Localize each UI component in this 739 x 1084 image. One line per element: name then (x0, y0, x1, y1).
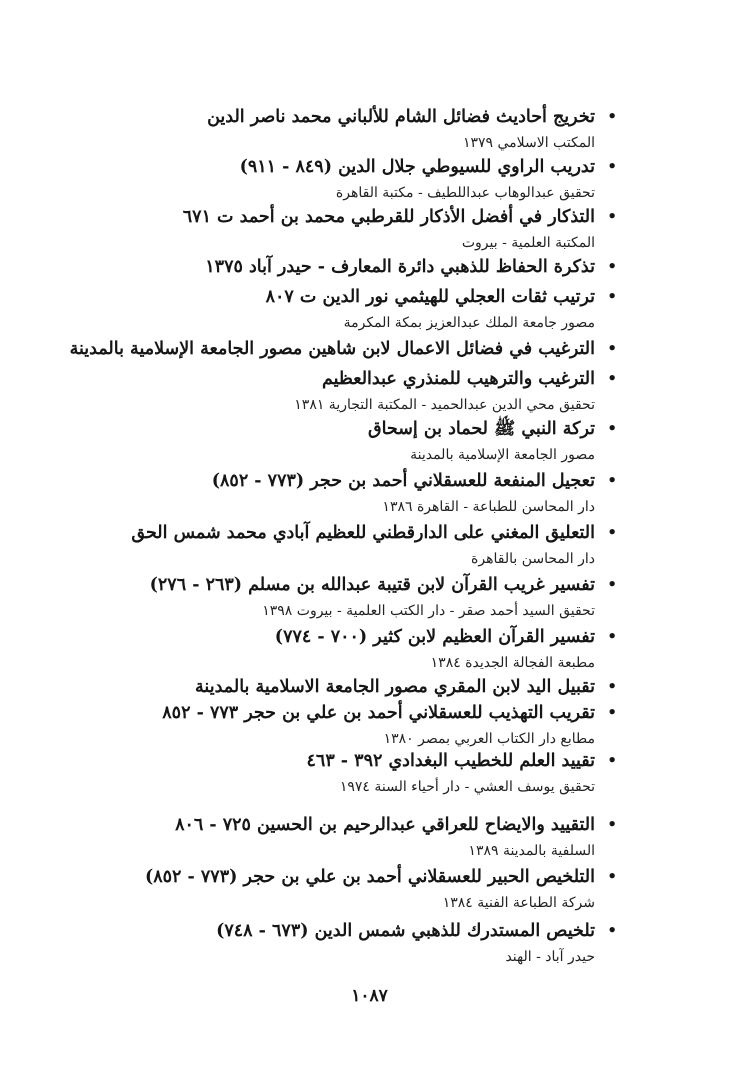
entry-title: •تقريب التهذيب للعسقلاني أحمد بن علي بن حجر ٧٧٣ - ٨٥٢ (162, 700, 617, 725)
entry-title: •تفسير القرآن العظيم لابن كثير (٧٠٠ - ٧٧٤) (275, 624, 617, 649)
entry-publisher: مطبعة الفجالة الجديدة ١٣٨٤ (430, 655, 595, 671)
bibliography-entry (307, 748, 617, 797)
bibliography-entry (145, 864, 617, 913)
bullet-icon: • (607, 627, 617, 645)
entry-title: •تذكرة الحفاظ للذهبي دائرة المعارف - حيدر آباد ١٣٧٥ (205, 254, 617, 279)
entry-publisher: تحقيق عبدالوهاب عبداللطيف - مكتبة القاهرة (335, 185, 595, 201)
entry-title: •التلخيص الحبير للعسقلاني أحمد بن علي بن حجر (٧٧٣ - ٨٥٢) (145, 864, 617, 889)
page-number: ١٠٨٧ (351, 986, 388, 1006)
entry-title: •الترغيب في فضائل الاعمال لابن شاهين مصور الجامعة الإسلامية بالمدينة (70, 336, 617, 361)
entry-publisher: دار المحاسن للطباعة - القاهرة ١٣٨٦ (382, 499, 595, 515)
bullet-icon: • (607, 107, 617, 125)
entry-title: •تدريب الراوي للسيوطي جلال الدين (٨٤٩ - ٩١١) (240, 154, 617, 179)
entry-publisher: المكتبة العلمية - بيروت (461, 235, 595, 251)
bibliography-entry (207, 104, 617, 153)
entry-title: •تقبيل اليد لابن المقري مصور الجامعة الاسلامية بالمدينة (195, 674, 617, 699)
bullet-icon: • (607, 471, 617, 489)
entry-publisher: السلفية بالمدينة ١٣٨٩ (468, 843, 595, 859)
entry-title: •تخريج أحاديث فضائل الشام للألباني محمد ناصر الدين (207, 104, 617, 129)
entry-publisher: تحقيق محي الدين عبدالحميد - المكتبة التجارية ١٣٨١ (294, 397, 595, 413)
bibliography-entry (294, 366, 617, 415)
entry-title: •تقييد العلم للخطيب البغدادي ٣٩٢ - ٤٦٣ (307, 748, 617, 773)
entry-title: •تلخيص المستدرك للذهبي شمس الدين (٦٧٣ - ٧٤٨) (216, 918, 617, 943)
bibliography-entry (275, 624, 617, 673)
bullet-icon: • (607, 523, 617, 541)
entry-title: •التقييد والايضاح للعراقي عبدالرحيم بن الحسين ٧٢٥ - ٨٠٦ (175, 812, 617, 837)
bullet-icon: • (607, 257, 617, 275)
entry-title: •تفسير غريب القرآن لابن قتيبة عبدالله بن مسلم (٢٦٣ - ٢٧٦) (150, 572, 617, 597)
bibliography-entry (205, 254, 617, 279)
bullet-icon: • (607, 369, 617, 387)
entry-title: •ترتيب ثقات العجلي للهيثمي نور الدين ت ٨٠٧ (266, 284, 617, 309)
bullet-icon: • (607, 703, 617, 721)
entry-publisher: شركة الطباعة الفنية ١٣٨٤ (442, 895, 595, 911)
entry-title: •الترغيب والترهيب للمنذري عبدالعظيم (294, 366, 617, 391)
entry-publisher: تحقيق السيد أحمد صقر - دار الكتب العلمية - بيروت ١٣٩٨ (262, 603, 595, 619)
entry-publisher: حيدر آباد - الهند (505, 949, 595, 965)
bibliography-entry (150, 572, 617, 621)
bullet-icon: • (607, 339, 617, 357)
entry-title: •تعجيل المنفعة للعسقلاني أحمد بن حجر (٧٧٣ - ٨٥٢) (212, 468, 617, 493)
bullet-icon: • (607, 419, 617, 437)
entry-publisher: مصور الجامعة الإسلامية بالمدينة (410, 447, 595, 463)
bullet-icon: • (607, 921, 617, 939)
bibliography-entry (368, 416, 617, 465)
entry-title: •التعليق المغني على الدارقطني للعظيم آبادي محمد شمس الحق (131, 520, 617, 545)
bullet-icon: • (607, 287, 617, 305)
bullet-icon: • (607, 157, 617, 175)
entry-publisher: المكتب الاسلامي ١٣٧٩ (462, 135, 595, 151)
bullet-icon: • (607, 751, 617, 769)
bullet-icon: • (607, 815, 617, 833)
bibliography-entry (266, 284, 617, 333)
entry-publisher: مطابع دار الكتاب العربي بمصر ١٣٨٠ (383, 731, 595, 747)
entry-publisher: تحقيق يوسف العشي - دار أحياء السنة ١٩٧٤ (339, 779, 595, 795)
entry-publisher: مصور جامعة الملك عبدالعزيز بمكة المكرمة (343, 315, 595, 331)
bibliography-entry (240, 154, 617, 203)
entry-title: •تركة النبي ﷺ لحماد بن إسحاق (368, 416, 617, 441)
bibliography-entry (216, 918, 617, 967)
bibliography-entry (131, 520, 617, 569)
entry-publisher: دار المحاسن بالقاهرة (471, 551, 595, 567)
bullet-icon: • (607, 677, 617, 695)
bibliography-entry (195, 674, 617, 699)
bibliography-entry (212, 468, 617, 517)
bullet-icon: • (607, 867, 617, 885)
bibliography-entry (70, 336, 617, 361)
bibliography-entry (162, 700, 617, 749)
bibliography-entry (175, 812, 617, 861)
entry-title: •التذكار في أفضل الأذكار للقرطبي محمد بن أحمد ت ٦٧١ (183, 204, 617, 229)
bibliography-entry (183, 204, 617, 253)
bullet-icon: • (607, 575, 617, 593)
bullet-icon: • (607, 207, 617, 225)
